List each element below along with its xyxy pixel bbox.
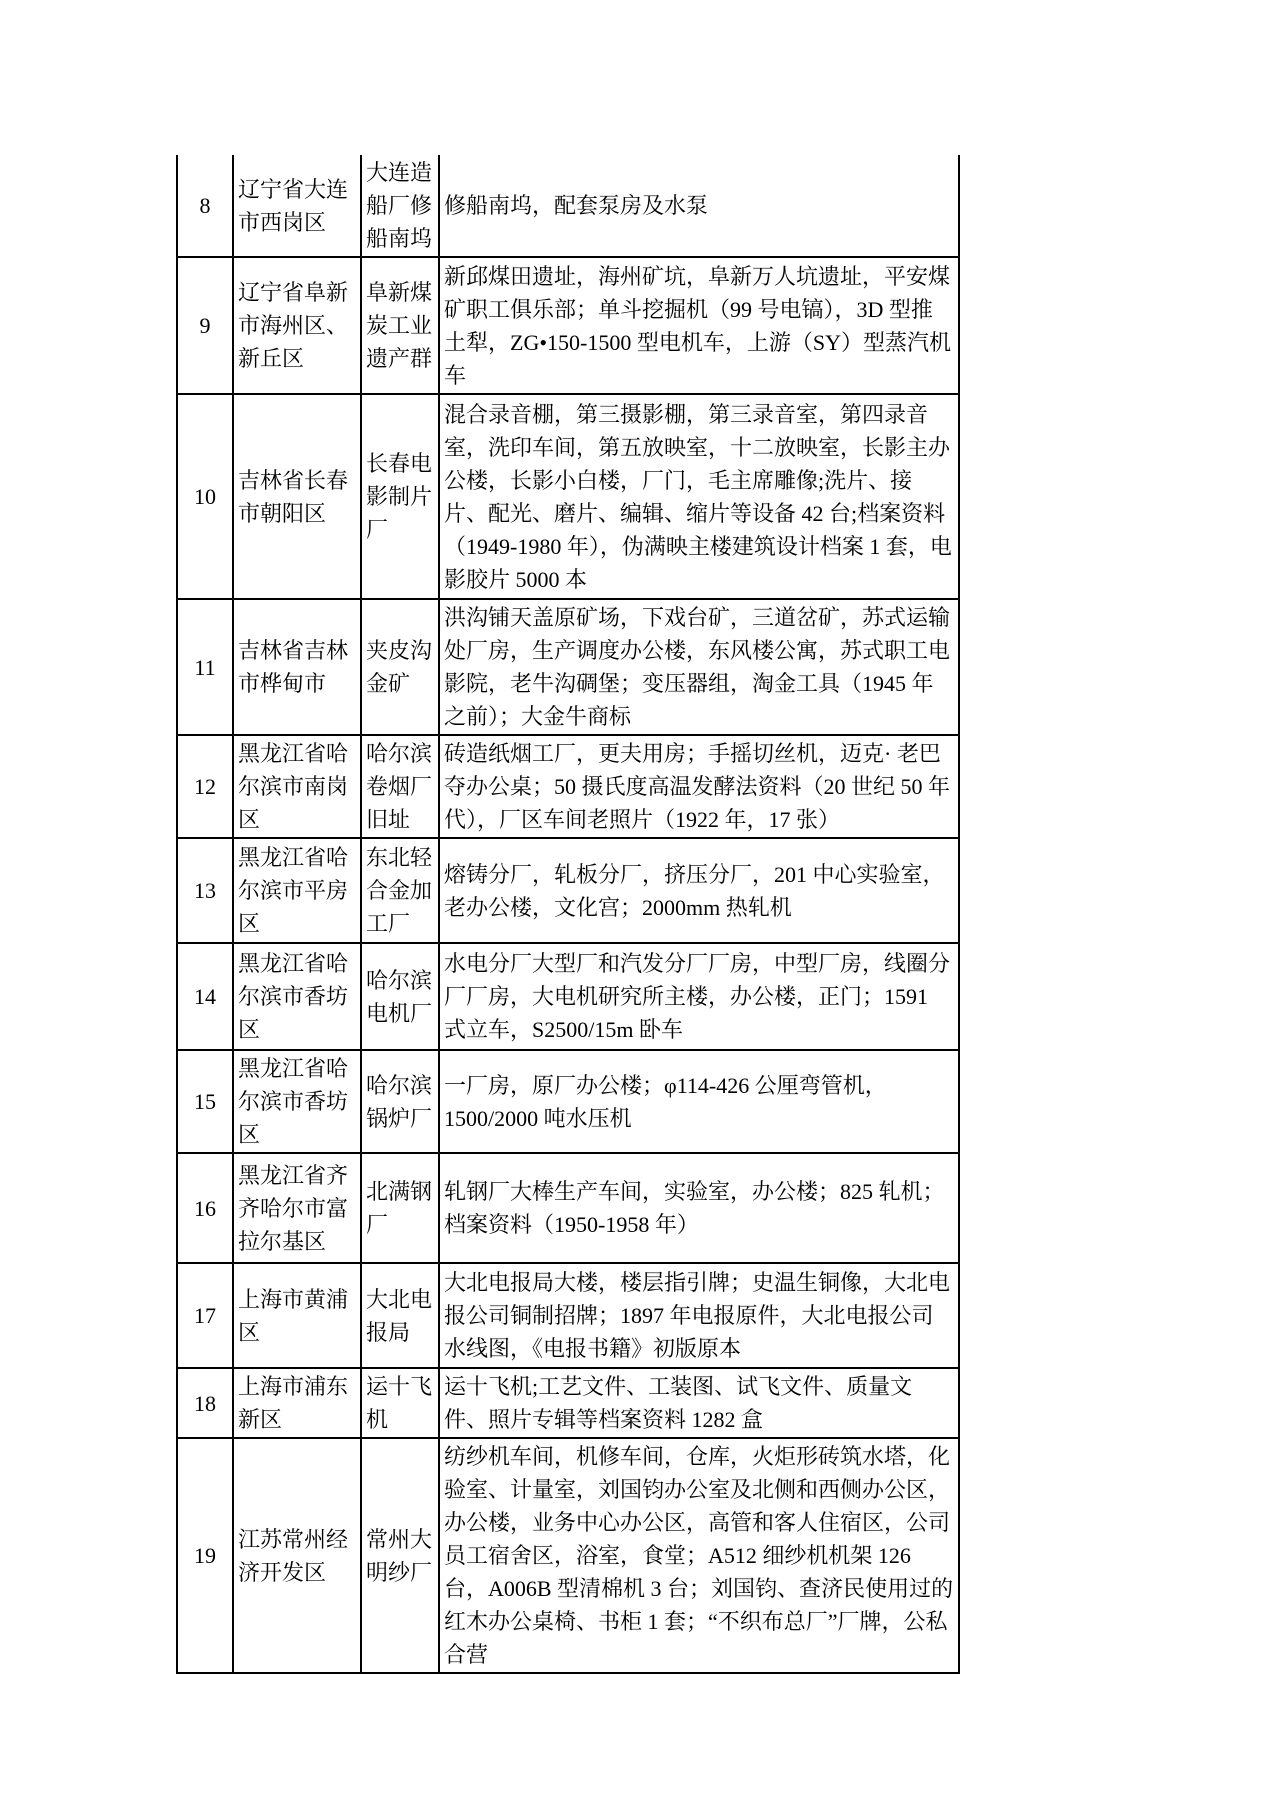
site-name-cell: 夹皮沟金矿 [361, 599, 439, 735]
items-description-cell: 水电分厂大型厂和汽发分厂厂房，中型厂房，线圈分厂厂房，大电机研究所主楼，办公楼，正门；1591 式立车，S2500/15m 卧车 [439, 943, 959, 1050]
location-cell: 吉林省吉林市桦甸市 [233, 599, 361, 735]
site-name-cell: 常州大明纱厂 [361, 1438, 439, 1673]
site-name-cell: 大连造船厂修船南坞 [361, 155, 439, 257]
items-description-cell: 纺纱机车间，机修车间，仓库，火炬形砖筑水塔，化验室、计量室，刘国钧办公室及北侧和西侧办公区，办公楼，业务中心办公区，高管和客人住宿区，公司员工宿舍区，浴室，食堂；A512 细纱机机架 126 台，A006B 型清棉机 3 台；刘国钧、查济民使用过的红木办公桌椅、书柜 1 套；“不织布总厂”厂牌，公私合营 [439, 1438, 959, 1673]
location-cell: 黑龙江省哈尔滨市香坊区 [233, 943, 361, 1050]
heritage-table [176, 155, 960, 1674]
row-number-cell: 14 [177, 943, 233, 1050]
table-row [177, 1438, 959, 1673]
items-description-cell: 轧钢厂大棒生产车间，实验室，办公楼；825 轧机；档案资料（1950-1958 年） [439, 1153, 959, 1263]
row-number-cell: 16 [177, 1153, 233, 1263]
table-row [177, 1263, 959, 1368]
items-description-cell: 熔铸分厂，轧板分厂，挤压分厂，201 中心实验室，老办公楼，文化宫；2000mm 热轧机 [439, 838, 959, 943]
site-name-cell: 阜新煤炭工业遗产群 [361, 257, 439, 394]
site-name-cell: 长春电影制片厂 [361, 394, 439, 599]
location-cell: 黑龙江省哈尔滨市平房区 [233, 838, 361, 943]
items-description-cell: 修船南坞，配套泵房及水泵 [439, 155, 959, 257]
table-row [177, 943, 959, 1050]
location-cell: 黑龙江省哈尔滨市香坊区 [233, 1050, 361, 1153]
location-cell: 吉林省长春市朝阳区 [233, 394, 361, 599]
site-name-cell: 大北电报局 [361, 1263, 439, 1368]
items-description-cell: 砖造纸烟工厂，更夫用房；手摇切丝机，迈克· 老巴夺办公桌；50 摄氏度高温发酵法资料（20 世纪 50 年代），厂区车间老照片（1922 年，17 张） [439, 735, 959, 838]
site-name-cell: 哈尔滨卷烟厂旧址 [361, 735, 439, 838]
row-number-cell: 10 [177, 394, 233, 599]
table-row [177, 155, 959, 257]
table-row [177, 1368, 959, 1438]
location-cell: 江苏常州经济开发区 [233, 1438, 361, 1673]
site-name-cell: 北满钢厂 [361, 1153, 439, 1263]
row-number-cell: 9 [177, 257, 233, 394]
row-number-cell: 11 [177, 599, 233, 735]
row-number-cell: 17 [177, 1263, 233, 1368]
row-number-cell: 13 [177, 838, 233, 943]
table-row [177, 838, 959, 943]
items-description-cell: 一厂房，原厂办公楼；φ114-426 公厘弯管机，1500/2000 吨水压机 [439, 1050, 959, 1153]
items-description-cell: 运十飞机;工艺文件、工装图、试飞文件、质量文件、照片专辑等档案资料 1282 盒 [439, 1368, 959, 1438]
row-number-cell: 8 [177, 155, 233, 257]
location-cell: 黑龙江省哈尔滨市南岗区 [233, 735, 361, 838]
items-description-cell: 大北电报局大楼，楼层指引牌；史温生铜像，大北电报公司铜制招牌；1897 年电报原件，大北电报公司水线图，《电报书籍》初版原本 [439, 1263, 959, 1368]
site-name-cell: 哈尔滨电机厂 [361, 943, 439, 1050]
row-number-cell: 15 [177, 1050, 233, 1153]
table-row [177, 257, 959, 394]
table-row [177, 599, 959, 735]
items-description-cell: 新邱煤田遗址，海州矿坑，阜新万人坑遗址，平安煤矿职工俱乐部；单斗挖掘机（99 号电镐），3D 型推土犁，ZG•150-1500 型电机车，上游（SY）型蒸汽机车 [439, 257, 959, 394]
items-description-cell: 洪沟铺天盖原矿场，下戏台矿，三道岔矿，苏式运输处厂房，生产调度办公楼，东风楼公寓，苏式职工电影院，老牛沟碉堡；变压器组，淘金工具（1945 年之前）；大金牛商标 [439, 599, 959, 735]
row-number-cell: 18 [177, 1368, 233, 1438]
location-cell: 上海市黄浦区 [233, 1263, 361, 1368]
location-cell: 辽宁省阜新市海州区、新丘区 [233, 257, 361, 394]
row-number-cell: 12 [177, 735, 233, 838]
heritage-table-body [177, 155, 959, 1673]
location-cell: 辽宁省大连市西岗区 [233, 155, 361, 257]
row-number-cell: 19 [177, 1438, 233, 1673]
table-container [176, 155, 960, 1674]
site-name-cell: 运十飞机 [361, 1368, 439, 1438]
table-row [177, 735, 959, 838]
site-name-cell: 东北轻合金加工厂 [361, 838, 439, 943]
table-row [177, 1153, 959, 1263]
site-name-cell: 哈尔滨锅炉厂 [361, 1050, 439, 1153]
location-cell: 上海市浦东新区 [233, 1368, 361, 1438]
table-row [177, 1050, 959, 1153]
table-row [177, 394, 959, 599]
location-cell: 黑龙江省齐齐哈尔市富拉尔基区 [233, 1153, 361, 1263]
items-description-cell: 混合录音棚，第三摄影棚，第三录音室，第四录音室，洗印车间，第五放映室，十二放映室，长影主办公楼，长影小白楼，厂门，毛主席雕像;洗片、接片、配光、磨片、编辑、缩片等设备 42 台;档案资料（1949-1980 年），伪满映主楼建筑设计档案 1 套，电影胶片 5000 本 [439, 394, 959, 599]
